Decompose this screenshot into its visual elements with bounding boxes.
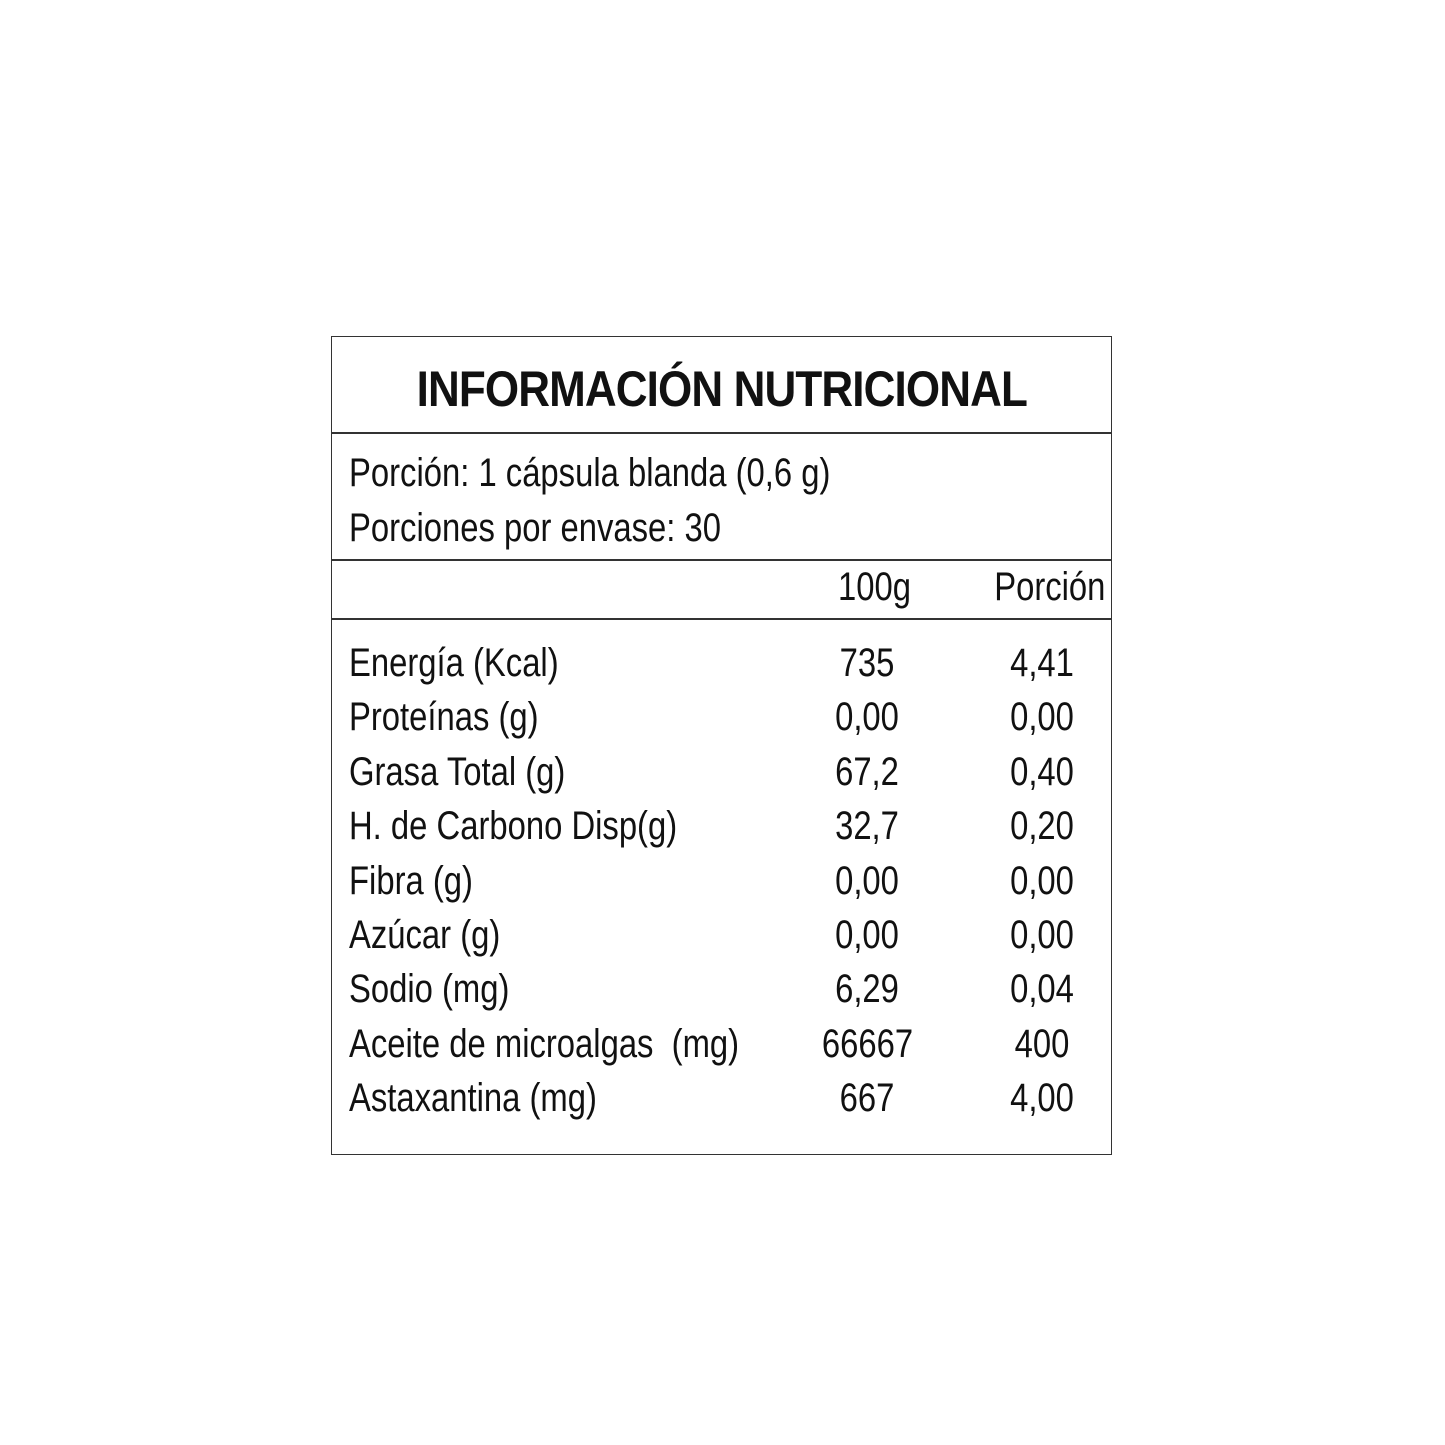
value-100g: 67,2 (835, 749, 899, 794)
table-row (332, 801, 1111, 855)
label-title: INFORMACIÓN NUTRICIONAL (416, 360, 1027, 417)
table-row (332, 1073, 1111, 1127)
nutrient-name: Fibra (g) (349, 858, 473, 903)
servings-per-container: Porciones por envase: 30 (349, 506, 721, 550)
nutrient-name: H. de Carbono Disp(g) (349, 804, 678, 849)
value-100g: 667 (839, 1076, 895, 1121)
nutrient-name: Grasa Total (g) (349, 749, 566, 794)
serving-section (332, 434, 1111, 561)
nutrient-name: Energía (Kcal) (349, 641, 559, 685)
value-100g: 32,7 (835, 804, 899, 849)
nutrient-name: Proteínas (g) (349, 695, 539, 740)
column-header-row (332, 561, 1111, 620)
title-section (332, 337, 1111, 434)
table-row (332, 856, 1111, 910)
value-portion: 0,00 (1010, 858, 1074, 903)
value-portion: 0,00 (1010, 912, 1074, 957)
table-row (332, 1019, 1111, 1073)
nutrient-name: Sodio (mg) (349, 967, 510, 1012)
value-portion: 400 (1014, 1021, 1070, 1066)
value-100g: 0,00 (835, 912, 899, 957)
nutrient-name: Aceite de microalgas (mg) (349, 1021, 740, 1066)
value-100g: 0,00 (835, 695, 899, 740)
value-portion: 0,40 (1010, 749, 1074, 794)
value-100g: 735 (839, 641, 895, 685)
table-row (332, 747, 1111, 801)
value-portion: 4,41 (1010, 641, 1074, 685)
table-row (332, 910, 1111, 964)
nutrition-label (331, 336, 1112, 1155)
column-header-100g: 100g (838, 565, 911, 609)
table-row (332, 964, 1111, 1018)
value-100g: 66667 (821, 1021, 914, 1066)
nutrient-name: Astaxantina (mg) (349, 1076, 597, 1121)
value-portion: 0,20 (1010, 804, 1074, 849)
value-100g: 6,29 (835, 967, 899, 1012)
column-header-portion: Porción (994, 565, 1106, 609)
table-row (332, 638, 1111, 692)
value-100g: 0,00 (835, 858, 899, 903)
value-portion: 0,04 (1010, 967, 1074, 1012)
nutrient-rows (332, 620, 1111, 1128)
table-row (332, 692, 1111, 746)
portion-size: Porción: 1 cápsula blanda (0,6 g) (349, 451, 831, 495)
value-portion: 4,00 (1010, 1076, 1074, 1121)
nutrient-name: Azúcar (g) (349, 912, 501, 957)
value-portion: 0,00 (1010, 695, 1074, 740)
